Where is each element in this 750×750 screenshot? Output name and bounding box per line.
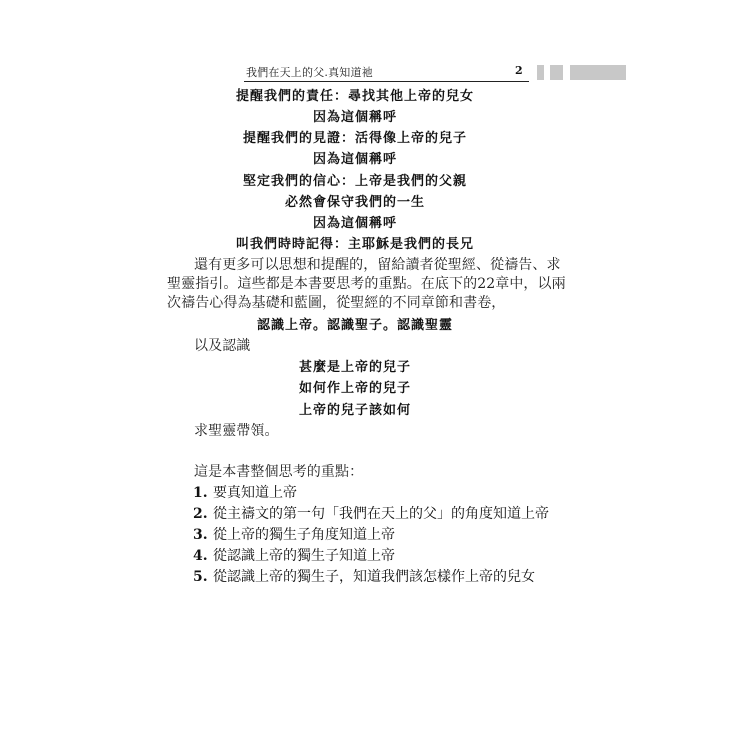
header-decor-block [550,65,563,80]
centered-line: 必然會保守我們的一生 [284,195,425,210]
list-number: 3. [193,527,208,543]
centered-line: 上帝的兒子該如何 [298,403,411,418]
list-text: 從認識上帝的獨生子，知道我們該怎樣作上帝的兒女 [213,569,535,585]
centered-line: 因為這個稱呼 [312,216,397,231]
centered-line: 提醒我們的見證：活得像上帝的兒子 [242,131,467,146]
list-text: 從主禱文的第一句「我們在天上的父」的角度知道上帝 [213,506,549,522]
paragraph-line: 求聖靈帶領。 [194,423,279,439]
centered-line: 如何作上帝的兒子 [298,381,411,396]
page-number: 2 [515,64,523,77]
paragraph-line: 以及認識 [194,338,251,354]
centered-line: 認識上帝。認識聖子。認識聖靈 [256,318,453,333]
centered-line: 提醒我們的責任：尋找其他上帝的兒女 [235,89,474,104]
list-number: 5. [193,569,208,585]
list-number: 4. [193,548,208,564]
paragraph-line: 聖靈指引。這些都是本書要思考的重點。在底下的22章中，以兩 [167,276,566,292]
running-header-title: 我們在天上的父.真知道祂 [246,66,373,79]
list-item [193,482,297,502]
centered-line: 叫我們時時記得：主耶穌是我們的長兄 [235,237,474,252]
paragraph-line: 這是本書整個思考的重點： [194,464,364,480]
list-item [193,566,535,586]
paragraph-line: 次禱告心得為基礎和藍圖，從聖經的不同章節和書卷， [167,295,506,311]
running-header [244,64,529,82]
list-item [193,545,395,565]
paragraph-line: 還有更多可以思想和提醒的，留給讀者從聖經、從禱告、求 [194,257,561,273]
header-decor-block [570,65,626,80]
list-text: 要真知道上帝 [213,485,297,501]
centered-line: 甚麼是上帝的兒子 [298,360,411,375]
list-text: 從上帝的獨生子角度知道上帝 [213,527,395,543]
list-number: 2. [193,506,208,522]
header-decor-block [537,65,544,80]
list-item [193,503,549,523]
list-number: 1. [193,485,208,501]
centered-line: 因為這個稱呼 [312,152,397,167]
centered-line: 堅定我們的信心：上帝是我們的父親 [242,174,467,189]
list-text: 從認識上帝的獨生子知道上帝 [213,548,395,564]
centered-line: 因為這個稱呼 [312,110,397,125]
list-item [193,524,395,544]
